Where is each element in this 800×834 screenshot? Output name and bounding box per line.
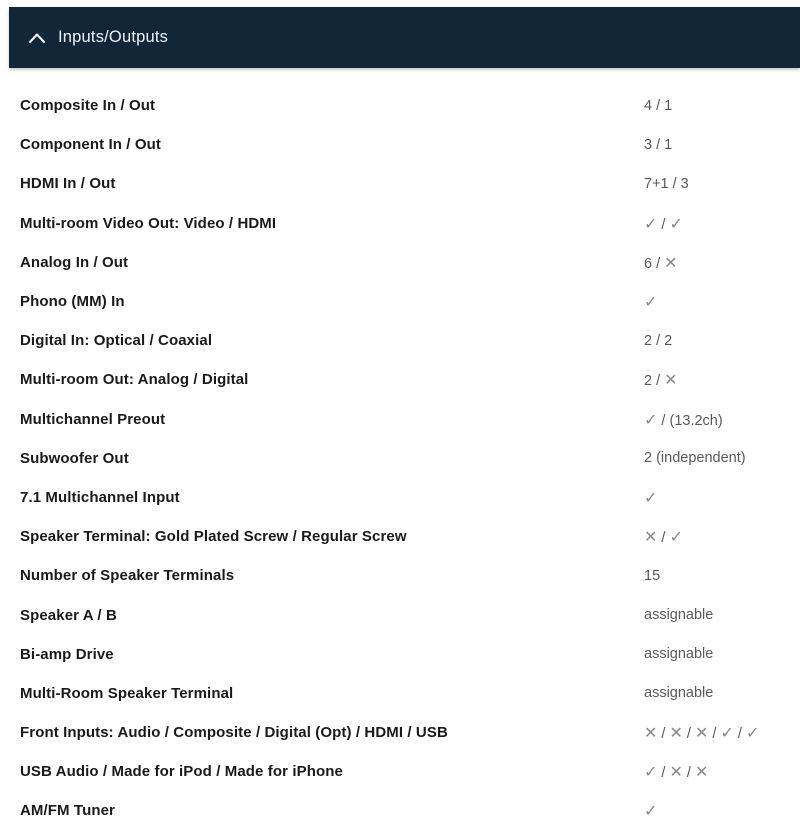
spec-row <box>20 282 800 321</box>
spec-page <box>0 7 800 834</box>
spec-label: Digital In: Optical / Coaxial <box>20 332 213 350</box>
chevron-up-icon <box>28 32 46 44</box>
spec-value: 2 (independent) <box>644 450 746 467</box>
spec-row <box>20 243 800 282</box>
spec-label: AM/FM Tuner <box>20 802 115 820</box>
spec-value: 15 <box>644 567 661 584</box>
spec-label: Multichannel Preout <box>20 410 166 428</box>
spec-label: Speaker Terminal: Gold Plated Screw / Regular Screw <box>20 528 407 546</box>
spec-row <box>20 321 800 360</box>
spec-row <box>20 595 800 634</box>
spec-value: 4 / 1 <box>644 97 673 114</box>
spec-row <box>20 674 800 713</box>
spec-value: ✕ / ✕ / ✕ / ✓ / ✓ <box>644 723 760 743</box>
spec-value: 7+1 / 3 <box>644 175 689 192</box>
spec-label: Component In / Out <box>20 136 161 154</box>
spec-label: Composite In / Out <box>20 97 156 115</box>
spec-row <box>20 478 800 517</box>
spec-value: ✓ <box>644 487 658 507</box>
spec-row <box>20 439 800 478</box>
spec-value: 6 / ✕ <box>644 252 678 272</box>
spec-value: ✓ / (13.2ch) <box>644 409 723 429</box>
spec-label: Analog In / Out <box>20 253 129 271</box>
spec-row <box>20 791 800 830</box>
spec-label: Phono (MM) In <box>20 293 125 311</box>
spec-value: 2 / ✕ <box>644 370 678 390</box>
spec-row <box>20 713 800 752</box>
spec-label: Multi-Room Speaker Terminal <box>20 684 234 702</box>
spec-label: 7.1 Multichannel Input <box>20 488 180 506</box>
spec-value: assignable <box>644 646 714 663</box>
spec-value: 3 / 1 <box>644 136 673 153</box>
spec-row <box>20 635 800 674</box>
spec-table <box>0 68 800 831</box>
spec-value: ✕ / ✓ <box>644 527 683 547</box>
section-header-inputs-outputs[interactable] <box>9 7 800 68</box>
spec-row <box>20 204 800 243</box>
spec-row <box>20 556 800 595</box>
spec-value: ✓ / ✕ / ✕ <box>644 762 709 782</box>
spec-value: ✓ / ✓ <box>644 213 683 233</box>
spec-value: ✓ <box>644 801 658 821</box>
spec-row <box>20 752 800 791</box>
spec-label: Bi-amp Drive <box>20 645 114 663</box>
spec-row <box>20 164 800 203</box>
spec-label: Front Inputs: Audio / Composite / Digital (Opt) / HDMI / USB <box>20 724 448 742</box>
spec-value: assignable <box>644 607 714 624</box>
spec-label: Speaker A / B <box>20 606 117 624</box>
spec-row <box>20 125 800 164</box>
spec-row <box>20 400 800 439</box>
spec-label: Subwoofer Out <box>20 449 129 467</box>
spec-label: USB Audio / Made for iPod / Made for iPhone <box>20 763 343 781</box>
spec-value: ✓ <box>644 292 658 312</box>
section-title: Inputs/Outputs <box>58 28 169 46</box>
spec-label: Multi-room Out: Analog / Digital <box>20 371 249 389</box>
spec-label: Number of Speaker Terminals <box>20 567 235 585</box>
spec-value: assignable <box>644 685 714 702</box>
spec-row <box>20 86 800 125</box>
spec-row <box>20 360 800 399</box>
spec-row <box>20 517 800 556</box>
spec-value: 2 / 2 <box>644 332 673 349</box>
spec-label: HDMI In / Out <box>20 175 116 193</box>
spec-label: Multi-room Video Out: Video / HDMI <box>20 214 277 232</box>
